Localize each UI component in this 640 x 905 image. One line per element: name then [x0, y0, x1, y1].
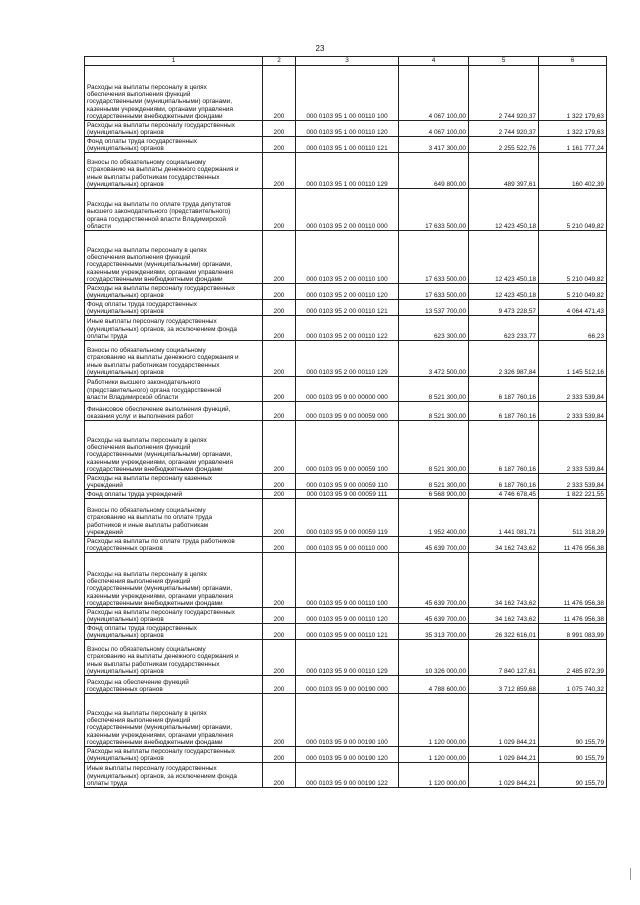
- row-name: Фонд оплаты труда государственных (муниципальных) органов: [85, 300, 263, 316]
- row-name: Расходы на выплаты персоналу в целях обеспечения выполнения функций государственными (муниципальными) органами, казенными учреждениями, органами управления государственными внебюджетными фондами: [85, 66, 263, 121]
- row-remaining: 5 210 049,82: [539, 189, 607, 231]
- row-name: Расходы на выплаты персоналу в целях обеспечения выполнения функций государственными (муниципальными) органами, казенными учреждениями, органами управления государственными внебюджетными фондами: [85, 553, 263, 608]
- row-name: Фонд оплаты труда учреждений: [85, 490, 263, 499]
- row-executed: 34 162 743,62: [469, 537, 539, 553]
- row-name: Расходы на выплаты персоналу в целях обеспечения выполнения функций государственными (муниципальными) органами, казенными учреждениями, органами управления государственными внебюджетными фондами: [85, 421, 263, 474]
- table-row: [85, 316, 607, 341]
- table-row: [85, 474, 607, 490]
- row-line-code: 200: [263, 189, 296, 231]
- row-budget-code: 000 0103 95 9 00 00059 119: [296, 499, 399, 537]
- row-remaining: 90 155,79: [539, 694, 607, 747]
- table-row: [85, 402, 607, 421]
- row-approved: 35 313 700,00: [399, 624, 469, 640]
- column-header-name: 1: [85, 57, 263, 66]
- row-budget-code: 000 0103 95 9 00 00190 100: [296, 694, 399, 747]
- row-executed: 2 744 920,37: [469, 121, 539, 137]
- table-row: [85, 121, 607, 137]
- row-budget-code: 000 0103 95 9 00 00190 000: [296, 676, 399, 694]
- row-executed: 6 187 760,16: [469, 474, 539, 490]
- row-executed: 2 744 920,37: [469, 66, 539, 121]
- row-executed: 12 423 450,18: [469, 189, 539, 231]
- row-line-code: 200: [263, 694, 296, 747]
- row-remaining: 1 161 777,24: [539, 137, 607, 153]
- row-executed: 34 162 743,62: [469, 608, 539, 624]
- row-remaining: 66,23: [539, 316, 607, 341]
- row-remaining: 11 476 956,38: [539, 537, 607, 553]
- column-header-remaining: 6: [539, 57, 607, 66]
- row-remaining: 1 322 179,63: [539, 66, 607, 121]
- table-row: [85, 490, 607, 499]
- row-budget-code: 000 0103 95 2 00 00110 000: [296, 189, 399, 231]
- row-budget-code: 000 0103 95 1 00 00110 100: [296, 66, 399, 121]
- row-remaining: 2 333 539,84: [539, 421, 607, 474]
- column-header-executed: 5: [469, 57, 539, 66]
- row-remaining: 5 210 049,82: [539, 231, 607, 284]
- row-remaining: 511 318,29: [539, 499, 607, 537]
- row-name: Расходы на обеспечение функций государственных органов: [85, 676, 263, 694]
- row-executed: 1 029 844,21: [469, 747, 539, 763]
- table-row: [85, 284, 607, 300]
- row-name: Расходы на выплаты персоналу государственных (муниципальных) органов: [85, 284, 263, 300]
- row-approved: 8 521 300,00: [399, 474, 469, 490]
- row-name: Расходы на выплаты персоналу государственных (муниципальных) органов: [85, 121, 263, 137]
- table-row: [85, 537, 607, 553]
- row-executed: 6 187 760,16: [469, 377, 539, 402]
- row-name: Фонд оплаты труда государственных (муниципальных) органов: [85, 137, 263, 153]
- row-approved: 45 639 700,00: [399, 537, 469, 553]
- row-name: Расходы на выплаты по оплате труда работников государственных органов: [85, 537, 263, 553]
- table-row: [85, 421, 607, 474]
- table-row: [85, 676, 607, 694]
- row-budget-code: 000 0103 95 2 00 00110 129: [296, 341, 399, 377]
- row-budget-code: 000 0103 95 2 00 00110 121: [296, 300, 399, 316]
- row-budget-code: 000 0103 95 9 00 00110 000: [296, 537, 399, 553]
- row-executed: 34 162 743,62: [469, 553, 539, 608]
- row-name: Расходы на выплаты персоналу государственных (муниципальных) органов: [85, 747, 263, 763]
- row-approved: 8 521 300,00: [399, 421, 469, 474]
- row-line-code: 200: [263, 640, 296, 676]
- row-budget-code: 000 0103 95 9 00 00110 120: [296, 608, 399, 624]
- table-row: [85, 377, 607, 402]
- row-name: Иные выплаты персоналу государственных (муниципальных) органов, за исключением фонда оплаты труда: [85, 316, 263, 341]
- row-budget-code: 000 0103 95 9 00 00190 120: [296, 747, 399, 763]
- row-budget-code: 000 0103 95 9 00 00059 111: [296, 490, 399, 499]
- row-approved: 1 120 000,00: [399, 747, 469, 763]
- table-row: [85, 624, 607, 640]
- row-executed: 1 441 081,71: [469, 499, 539, 537]
- row-line-code: 200: [263, 341, 296, 377]
- row-remaining: 4 064 471,43: [539, 300, 607, 316]
- row-line-code: 200: [263, 537, 296, 553]
- row-line-code: 200: [263, 553, 296, 608]
- row-line-code: 200: [263, 421, 296, 474]
- row-remaining: 1 822 221,55: [539, 490, 607, 499]
- row-line-code: 200: [263, 121, 296, 137]
- table-row: [85, 747, 607, 763]
- row-approved: 8 521 300,00: [399, 377, 469, 402]
- row-approved: 17 633 500,00: [399, 189, 469, 231]
- row-budget-code: 000 0103 95 1 00 00110 120: [296, 121, 399, 137]
- row-line-code: 200: [263, 377, 296, 402]
- row-approved: 6 568 900,00: [399, 490, 469, 499]
- row-executed: 2 326 987,84: [469, 341, 539, 377]
- row-remaining: 2 333 539,84: [539, 402, 607, 421]
- row-budget-code: 000 0103 95 9 00 00110 121: [296, 624, 399, 640]
- row-executed: 623 233,77: [469, 316, 539, 341]
- row-executed: 2 255 522,76: [469, 137, 539, 153]
- table-body: [85, 66, 607, 788]
- column-header-line-code: 2: [263, 57, 296, 66]
- row-line-code: 200: [263, 231, 296, 284]
- row-approved: 1 952 400,00: [399, 499, 469, 537]
- row-budget-code: 000 0103 95 1 00 00110 121: [296, 137, 399, 153]
- row-approved: 3 472 500,00: [399, 341, 469, 377]
- table-row: [85, 153, 607, 189]
- table-row: [85, 640, 607, 676]
- row-budget-code: 000 0103 95 2 00 00110 120: [296, 284, 399, 300]
- row-line-code: 200: [263, 676, 296, 694]
- row-executed: 12 423 450,18: [469, 231, 539, 284]
- row-executed: 6 187 760,16: [469, 402, 539, 421]
- row-line-code: 200: [263, 624, 296, 640]
- row-approved: 17 633 500,00: [399, 284, 469, 300]
- row-line-code: 200: [263, 747, 296, 763]
- row-approved: 8 521 300,00: [399, 402, 469, 421]
- column-header-approved: 4: [399, 57, 469, 66]
- row-name: Иные выплаты персоналу государственных (муниципальных) органов, за исключением фонда оплаты труда: [85, 763, 263, 788]
- table-row: [85, 137, 607, 153]
- table-row: [85, 341, 607, 377]
- row-line-code: 200: [263, 153, 296, 189]
- row-remaining: 5 210 049,82: [539, 284, 607, 300]
- row-budget-code: 000 0103 95 9 00 00000 000: [296, 377, 399, 402]
- row-executed: 3 712 859,68: [469, 676, 539, 694]
- row-line-code: 200: [263, 763, 296, 788]
- row-line-code: 200: [263, 474, 296, 490]
- row-executed: 489 397,61: [469, 153, 539, 189]
- table-row: [85, 694, 607, 747]
- table-row: [85, 66, 607, 121]
- row-remaining: 1 145 512,16: [539, 341, 607, 377]
- row-line-code: 200: [263, 490, 296, 499]
- row-name: Фонд оплаты труда государственных (муниципальных) органов: [85, 624, 263, 640]
- page-number: 23: [315, 44, 325, 53]
- scan-edge-mark: [630, 868, 631, 880]
- row-line-code: 200: [263, 402, 296, 421]
- row-approved: 10 326 000,00: [399, 640, 469, 676]
- row-executed: 6 187 760,16: [469, 421, 539, 474]
- row-executed: 1 029 844,21: [469, 694, 539, 747]
- row-approved: 1 120 000,00: [399, 763, 469, 788]
- row-executed: 9 473 228,57: [469, 300, 539, 316]
- table-row: [85, 553, 607, 608]
- row-executed: 1 029 844,21: [469, 763, 539, 788]
- row-budget-code: 000 0103 95 1 00 00110 129: [296, 153, 399, 189]
- row-remaining: 8 991 083,99: [539, 624, 607, 640]
- table-header-row: [85, 57, 607, 66]
- row-approved: 4 067 100,00: [399, 66, 469, 121]
- row-line-code: 200: [263, 608, 296, 624]
- row-executed: 4 746 678,45: [469, 490, 539, 499]
- row-name: Взносы по обязательному социальному страхованию на выплаты по оплате труда работников и иные выплаты работникам учреждений: [85, 499, 263, 537]
- row-budget-code: 000 0103 95 9 00 00110 100: [296, 553, 399, 608]
- row-name: Расходы на выплаты персоналу в целях обеспечения выполнения функций государственными (муниципальными) органами, казенными учреждениями, органами управления государственными внебюджетными фондами: [85, 694, 263, 747]
- row-approved: 649 800,00: [399, 153, 469, 189]
- row-budget-code: 000 0103 95 9 00 00190 122: [296, 763, 399, 788]
- row-name: Работники высшего законодательного (представительного) органа государственной власти Владимирской области: [85, 377, 263, 402]
- row-budget-code: 000 0103 95 9 00 00110 129: [296, 640, 399, 676]
- table-row: [85, 300, 607, 316]
- row-budget-code: 000 0103 95 9 00 00059 100: [296, 421, 399, 474]
- row-remaining: 2 333 539,84: [539, 377, 607, 402]
- row-name: Финансовое обеспечение выполнения функций, оказания услуг и выполнения работ: [85, 402, 263, 421]
- row-budget-code: 000 0103 95 9 00 00059 000: [296, 402, 399, 421]
- row-approved: 623 300,00: [399, 316, 469, 341]
- row-name: Расходы на выплаты персоналу в целях обеспечения выполнения функций государственными (муниципальными) органами, казенными учреждениями, органами управления государственными внебюджетными фондами: [85, 231, 263, 284]
- row-line-code: 200: [263, 499, 296, 537]
- row-remaining: 160 402,39: [539, 153, 607, 189]
- table-row: [85, 499, 607, 537]
- row-remaining: 2 333 539,84: [539, 474, 607, 490]
- row-name: Взносы по обязательному социальному страхованию на выплаты денежного содержания и иные выплаты работникам государственных (муниципальных) органов: [85, 341, 263, 377]
- row-remaining: 90 155,79: [539, 763, 607, 788]
- row-budget-code: 000 0103 95 9 00 00059 110: [296, 474, 399, 490]
- table-row: [85, 189, 607, 231]
- row-approved: 45 639 700,00: [399, 553, 469, 608]
- table-row: [85, 763, 607, 788]
- row-name: Расходы на выплаты персоналу государственных (муниципальных) органов: [85, 608, 263, 624]
- row-line-code: 200: [263, 300, 296, 316]
- row-name: Расходы на выплаты по оплате труда депутатов высшего законодательного (представительного) органа государственной власти Владимирской области: [85, 189, 263, 231]
- row-line-code: 200: [263, 316, 296, 341]
- table-row: [85, 231, 607, 284]
- row-name: Взносы по обязательному социальному страхованию на выплаты денежного содержания и иные выплаты работникам государственных (муниципальных) органов: [85, 640, 263, 676]
- row-line-code: 200: [263, 284, 296, 300]
- row-name: Взносы по обязательному социальному страхованию на выплаты денежного содержания и иные выплаты работникам государственных (муниципальных) органов: [85, 153, 263, 189]
- column-header-budget-code: 3: [296, 57, 399, 66]
- row-name: Расходы на выплаты персоналу казенных учреждений: [85, 474, 263, 490]
- row-remaining: 11 476 956,38: [539, 608, 607, 624]
- row-executed: 26 322 616,01: [469, 624, 539, 640]
- row-line-code: 200: [263, 137, 296, 153]
- row-approved: 1 120 000,00: [399, 694, 469, 747]
- row-remaining: 1 075 740,32: [539, 676, 607, 694]
- row-executed: 12 423 450,18: [469, 284, 539, 300]
- budget-execution-table: [84, 56, 607, 788]
- row-approved: 45 639 700,00: [399, 608, 469, 624]
- row-executed: 7 840 127,61: [469, 640, 539, 676]
- row-remaining: 90 155,79: [539, 747, 607, 763]
- row-approved: 17 633 500,00: [399, 231, 469, 284]
- row-budget-code: 000 0103 95 2 00 00110 100: [296, 231, 399, 284]
- table-row: [85, 608, 607, 624]
- row-remaining: 11 476 956,38: [539, 553, 607, 608]
- row-approved: 3 417 300,00: [399, 137, 469, 153]
- row-approved: 13 537 700,00: [399, 300, 469, 316]
- row-budget-code: 000 0103 95 2 00 00110 122: [296, 316, 399, 341]
- row-line-code: 200: [263, 66, 296, 121]
- row-approved: 4 788 600,00: [399, 676, 469, 694]
- row-approved: 4 067 100,00: [399, 121, 469, 137]
- row-remaining: 1 322 179,63: [539, 121, 607, 137]
- row-remaining: 2 485 872,39: [539, 640, 607, 676]
